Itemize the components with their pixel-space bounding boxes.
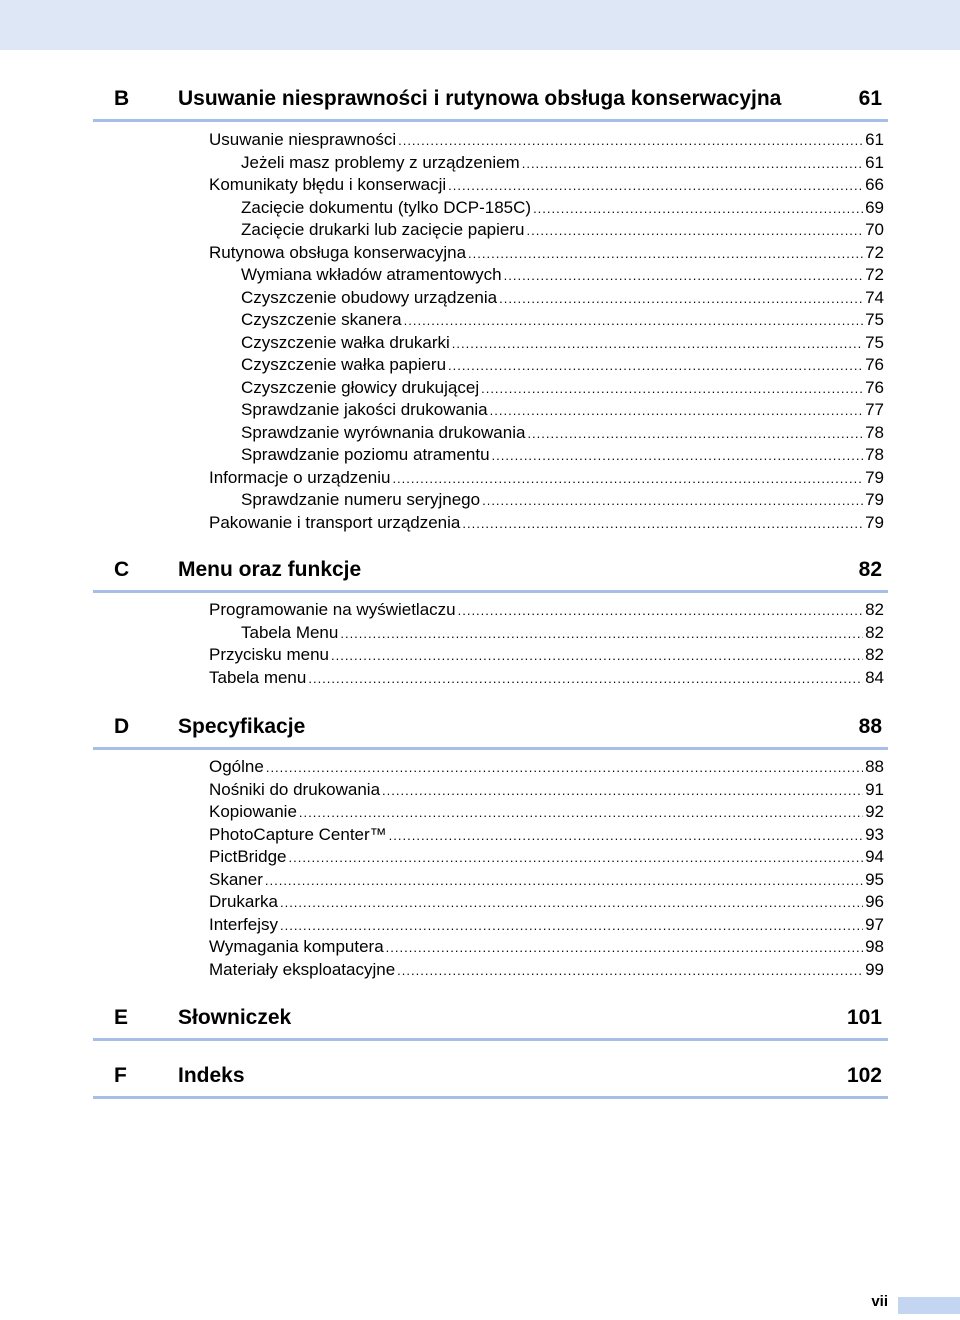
toc-entry[interactable] <box>209 174 884 196</box>
toc-entry-page-number: 70 <box>865 220 884 239</box>
toc-entry-label: Wymagania komputera <box>209 937 384 956</box>
toc-entry-page-number: 69 <box>865 197 884 217</box>
dot-leader <box>458 600 863 622</box>
toc-entry-page-number: 77 <box>865 400 884 419</box>
dot-leader <box>266 757 863 779</box>
toc-entry-page-number: 74 <box>865 287 884 307</box>
chapter-letter: E <box>114 1006 129 1029</box>
toc-entry-label: Ogólne <box>209 757 264 776</box>
chapter-heading[interactable] <box>93 709 888 750</box>
toc-entry-label: Informacje o urządzeniu <box>209 467 391 487</box>
page-number: vii <box>871 1293 888 1310</box>
toc-entry[interactable] <box>209 756 884 778</box>
toc-entry-label: Czyszczenie głowicy drukującej <box>241 377 480 397</box>
toc-entry-page-number: 79 <box>865 490 884 509</box>
toc-entry-page-number: 72 <box>865 242 884 262</box>
toc-entry[interactable] <box>241 622 884 644</box>
page-number-bar <box>898 1297 960 1314</box>
chapter-letter: B <box>114 87 130 110</box>
toc-entry-label: Czyszczenie wałka drukarki <box>241 332 450 352</box>
dot-leader <box>452 333 863 355</box>
dot-leader <box>398 130 863 152</box>
toc-entry[interactable] <box>209 869 884 891</box>
toc-entry[interactable] <box>209 644 884 666</box>
toc-entry-page-number: 66 <box>865 175 884 194</box>
toc-entry[interactable] <box>209 599 884 621</box>
chapter-page-number: 82 <box>858 558 882 581</box>
toc-entry-page-number: 93 <box>865 824 884 844</box>
chapter-letter: F <box>114 1064 127 1087</box>
toc-entry-label: Drukarka <box>209 892 278 911</box>
chapter-letter: C <box>114 558 130 581</box>
toc-entry-label: PictBridge <box>209 847 287 866</box>
toc-entry-label: Wymiana wkładów atramentowych <box>241 265 502 284</box>
toc-entry-page-number: 76 <box>865 355 884 374</box>
dot-leader <box>533 198 863 220</box>
toc-entry-page-number: 92 <box>865 802 884 821</box>
dot-leader <box>340 623 863 645</box>
toc-entry-label: Sprawdzanie jakości drukowania <box>241 400 488 419</box>
toc-entry[interactable] <box>209 936 884 958</box>
toc-entry[interactable] <box>241 489 884 511</box>
toc-entry-label: Nośniki do drukowania <box>209 779 381 799</box>
toc-entry[interactable] <box>209 824 884 846</box>
dot-leader <box>499 288 863 310</box>
toc-entry-page-number: 82 <box>865 645 884 664</box>
dot-leader <box>299 802 863 824</box>
toc-entry-page-number: 79 <box>865 512 884 532</box>
toc-entry-label: PhotoCapture Center™ <box>209 824 387 844</box>
chapter-title: Indeks <box>178 1064 245 1087</box>
dot-leader <box>448 355 863 377</box>
dot-leader <box>392 468 863 490</box>
dot-leader <box>448 175 863 197</box>
chapter-page-number: 101 <box>846 1006 882 1029</box>
chapter-page-number: 88 <box>858 715 882 738</box>
chapter-title: Słowniczek <box>178 1006 292 1029</box>
toc-entry-page-number: 82 <box>865 600 884 619</box>
toc-entry-page-number: 79 <box>865 467 884 487</box>
chapter-heading[interactable] <box>93 1058 888 1099</box>
toc-entry-label: Usuwanie niesprawności <box>209 130 397 149</box>
chapter-heading[interactable] <box>93 81 888 122</box>
toc-entry-label: Materiały eksploatacyjne <box>209 959 396 979</box>
toc-entry[interactable] <box>209 846 884 868</box>
toc-entry[interactable] <box>209 512 884 534</box>
toc-entry[interactable] <box>209 667 884 689</box>
toc-entry-label: Sprawdzanie numeru seryjnego <box>241 490 481 509</box>
dot-leader <box>308 668 863 690</box>
chapter-page-number: 102 <box>846 1064 882 1087</box>
toc-entry-page-number: 95 <box>865 869 884 889</box>
toc-entry[interactable] <box>241 152 884 174</box>
toc-entry-label: Jeżeli masz problemy z urządzeniem <box>241 152 520 172</box>
dot-leader <box>288 847 863 869</box>
toc-entry-label: Czyszczenie skanera <box>241 310 402 329</box>
toc-entry-label: Interfejsy <box>209 914 278 934</box>
chapter-page-number: 61 <box>858 87 882 110</box>
toc-entry-page-number: 98 <box>865 937 884 956</box>
toc-entry-page-number: 75 <box>865 310 884 329</box>
dot-leader <box>397 960 863 982</box>
dot-leader <box>468 243 863 265</box>
dot-leader <box>522 153 863 175</box>
toc-entry[interactable] <box>209 242 884 264</box>
toc-entry-page-number: 78 <box>865 422 884 442</box>
toc-entry[interactable] <box>241 377 884 399</box>
toc-entry-page-number: 76 <box>865 377 884 397</box>
toc-entry-page-number: 84 <box>865 667 884 687</box>
toc-entry[interactable] <box>241 399 884 421</box>
toc-entry[interactable] <box>241 197 884 219</box>
dot-leader <box>382 780 863 802</box>
dot-leader <box>280 915 863 937</box>
toc-entry-label: Sprawdzanie poziomu atramentu <box>241 445 490 464</box>
toc-entry-page-number: 97 <box>865 914 884 934</box>
dot-leader <box>265 870 863 892</box>
chapter-title: Menu oraz funkcje <box>178 558 362 581</box>
dot-leader <box>389 825 863 847</box>
dot-leader <box>404 310 863 332</box>
toc-entry-label: Tabela menu <box>209 667 307 687</box>
dot-leader <box>280 892 863 914</box>
dot-leader <box>481 378 863 400</box>
toc-entry-page-number: 61 <box>865 130 884 149</box>
toc-entry-label: Tabela Menu <box>241 622 339 642</box>
toc-entry-label: Rutynowa obsługa konserwacyjna <box>209 242 467 262</box>
top-header-band <box>0 0 960 50</box>
toc-entry-label: Sprawdzanie wyrównania drukowania <box>241 422 526 442</box>
toc-entry-label: Programowanie na wyświetlaczu <box>209 600 456 619</box>
toc-entry-page-number: 75 <box>865 332 884 352</box>
dot-leader <box>462 513 863 535</box>
toc-entry-label: Czyszczenie obudowy urządzenia <box>241 287 498 307</box>
dot-leader <box>386 937 863 959</box>
toc-entry[interactable] <box>241 264 884 286</box>
toc-entry[interactable] <box>241 219 884 241</box>
toc-entry[interactable] <box>209 801 884 823</box>
toc-entry-label: Zacięcie drukarki lub zacięcie papieru <box>241 220 525 239</box>
chapter-heading[interactable] <box>93 1000 888 1041</box>
dot-leader <box>504 265 863 287</box>
toc-entry-page-number: 99 <box>865 959 884 979</box>
toc-entry[interactable] <box>241 287 884 309</box>
toc-entry-page-number: 82 <box>865 622 884 642</box>
toc-entry[interactable] <box>209 129 884 151</box>
toc-entry[interactable] <box>209 467 884 489</box>
toc-entry-label: Kopiowanie <box>209 802 297 821</box>
toc-entry-label: Pakowanie i transport urządzenia <box>209 512 461 532</box>
dot-leader <box>492 445 864 467</box>
toc-entry-page-number: 61 <box>865 152 884 172</box>
dot-leader <box>527 423 863 445</box>
toc-entry[interactable] <box>209 891 884 913</box>
toc-entry[interactable] <box>241 444 884 466</box>
toc-entry[interactable] <box>241 309 884 331</box>
toc-entry[interactable] <box>209 914 884 936</box>
chapter-letter: D <box>114 715 130 738</box>
toc-entry-label: Czyszczenie wałka papieru <box>241 355 447 374</box>
toc-entry-page-number: 91 <box>865 779 884 799</box>
toc-entry[interactable] <box>209 959 884 981</box>
toc-entry-label: Komunikaty błędu i konserwacji <box>209 175 447 194</box>
toc-entry-page-number: 94 <box>865 847 884 866</box>
toc-entry-label: Zacięcie dokumentu (tylko DCP-185C) <box>241 197 532 217</box>
toc-entry-page-number: 88 <box>865 757 884 776</box>
chapter-heading[interactable] <box>93 552 888 593</box>
toc-entry[interactable] <box>209 779 884 801</box>
dot-leader <box>490 400 863 422</box>
dot-leader <box>526 220 863 242</box>
toc-entry-page-number: 96 <box>865 892 884 911</box>
toc-entry[interactable] <box>241 422 884 444</box>
toc-entry[interactable] <box>241 354 884 376</box>
dot-leader <box>331 645 863 667</box>
toc-entry-page-number: 78 <box>865 445 884 464</box>
dot-leader <box>482 490 863 512</box>
toc-entry-label: Przycisku menu <box>209 645 329 664</box>
toc-entry-label: Skaner <box>209 869 263 889</box>
chapter-title: Specyfikacje <box>178 715 306 738</box>
toc-entry[interactable] <box>241 332 884 354</box>
chapter-title: Usuwanie niesprawności i rutynowa obsługa konserwacyjna <box>178 87 782 110</box>
toc-entry-page-number: 72 <box>865 265 884 284</box>
